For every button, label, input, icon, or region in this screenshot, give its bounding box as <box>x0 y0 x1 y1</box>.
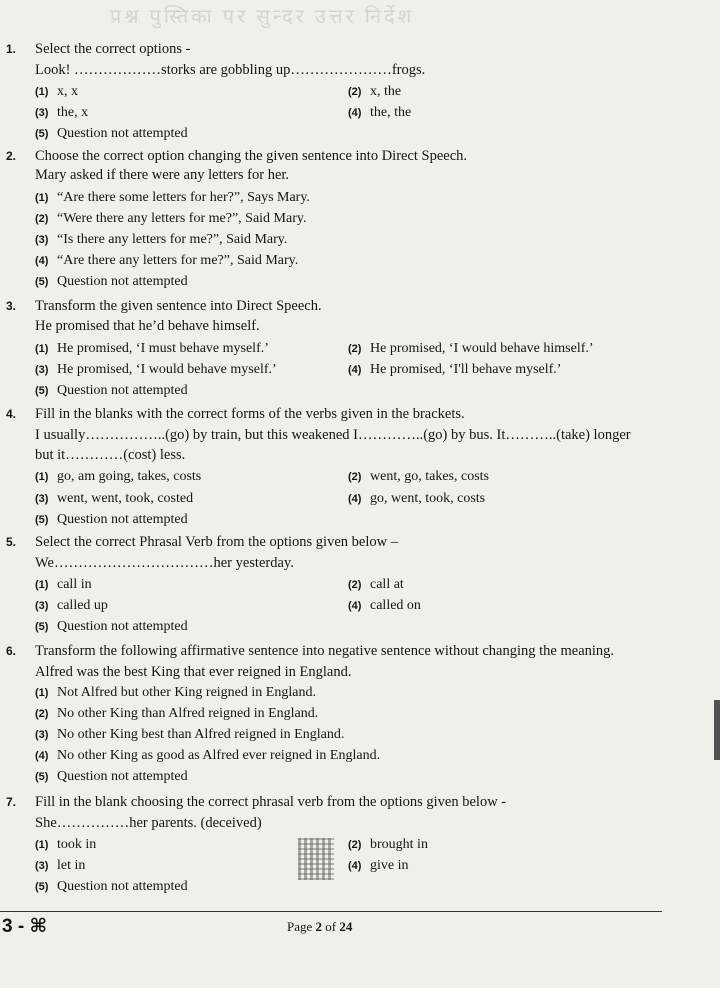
option-3: (3) let in <box>35 858 86 873</box>
option-1: (1) “Are there some letters for her?”, Says Mary. <box>35 190 310 205</box>
option-5: (5) Question not attempted <box>35 383 188 398</box>
option-4: (4) the, the <box>348 105 412 120</box>
option-3: (3) He promised, ‘I would behave myself.’ <box>35 362 277 377</box>
question-prompt: Select the correct options - <box>35 41 191 57</box>
option-4: (4) He promised, ‘I'll behave myself.’ <box>348 362 562 377</box>
option-3: (3) called up <box>35 598 108 613</box>
option-2: (2) x, the <box>348 84 402 99</box>
option-5: (5) Question not attempted <box>35 512 188 527</box>
question-sentence: Mary asked if there were any letters for her. <box>35 167 290 183</box>
option-3: (3) No other King best than Alfred reigned in England. <box>35 727 345 742</box>
question-number: 1. <box>6 42 17 56</box>
option-1: (1) call in <box>35 577 92 592</box>
option-2: (2) “Were there any letters for me?”, Said Mary. <box>35 211 307 226</box>
option-1: (1) He promised, ‘I must behave myself.’ <box>35 341 269 356</box>
question-sentence: We……………………………her yesterday. <box>35 555 294 571</box>
option-4: (4) give in <box>348 858 409 873</box>
footer-divider <box>0 911 662 912</box>
question-sentence: Alfred was the best King that ever reigned in England. <box>35 664 352 680</box>
question-sentence: He promised that he’d behave himself. <box>35 318 260 334</box>
booklet-code: 3 - ⌘ <box>2 916 48 937</box>
option-2: (2) No other King than Alfred reigned in England. <box>35 706 319 721</box>
question-number: 5. <box>6 535 17 549</box>
option-4: (4) “Are there any letters for me?”, Said Mary. <box>35 253 299 268</box>
question-number: 4. <box>6 407 17 421</box>
option-3: (3) went, went, took, costed <box>35 491 194 506</box>
question-number: 2. <box>6 149 17 163</box>
question-number: 3. <box>6 299 17 313</box>
question-prompt: Select the correct Phrasal Verb from the options given below – <box>35 534 398 550</box>
qr-code-image <box>298 838 334 880</box>
question-prompt: Fill in the blank choosing the correct phrasal verb from the options given below - <box>35 794 507 810</box>
option-5: (5) Question not attempted <box>35 126 188 141</box>
question-sentence: I usually……………..(go) by train, but this weakened I…………..(go) by bus. It………..(take) longer <box>35 427 631 443</box>
option-3: (3) “Is there any letters for me?”, Said Mary. <box>35 232 288 247</box>
question-sentence: She……………her parents. (deceived) <box>35 815 262 831</box>
question-prompt: Choose the correct option changing the given sentence into Direct Speech. <box>35 148 468 164</box>
option-5: (5) Question not attempted <box>35 274 188 289</box>
option-2: (2) call at <box>348 577 404 592</box>
page-edge-shadow <box>714 700 720 760</box>
option-4: (4) called on <box>348 598 421 613</box>
option-2: (2) He promised, ‘I would behave himself.’ <box>348 341 594 356</box>
option-5: (5) Question not attempted <box>35 769 188 784</box>
question-number: 6. <box>6 644 17 658</box>
option-1: (1) x, x <box>35 84 78 99</box>
option-2: (2) brought in <box>348 837 428 852</box>
question-prompt: Transform the following affirmative sentence into negative sentence without changing the meaning. <box>35 643 615 659</box>
question-sentence-cont: but it…………(cost) less. <box>35 447 186 463</box>
option-5: (5) Question not attempted <box>35 879 188 894</box>
option-2: (2) went, go, takes, costs <box>348 469 489 484</box>
option-5: (5) Question not attempted <box>35 619 188 634</box>
option-3: (3) the, x <box>35 105 89 120</box>
option-4: (4) No other King as good as Alfred ever reigned in England. <box>35 748 381 763</box>
option-4: (4) go, went, took, costs <box>348 491 486 506</box>
question-sentence: Look! ………………storks are gobbling up…………………frogs. <box>35 62 426 78</box>
question-number: 7. <box>6 795 17 809</box>
question-prompt: Fill in the blanks with the correct forms of the verbs given in the brackets. <box>35 406 465 422</box>
question-prompt: Transform the given sentence into Direct Speech. <box>35 298 322 314</box>
option-1: (1) Not Alfred but other King reigned in England. <box>35 685 316 700</box>
option-1: (1) took in <box>35 837 97 852</box>
option-1: (1) go, am going, takes, costs <box>35 469 202 484</box>
header-bleed-through: प्रश्न पुस्तिका पर सुन्दर उत्तर निर्देश <box>110 6 415 28</box>
page-number: Page 2 of 24 <box>287 919 353 934</box>
